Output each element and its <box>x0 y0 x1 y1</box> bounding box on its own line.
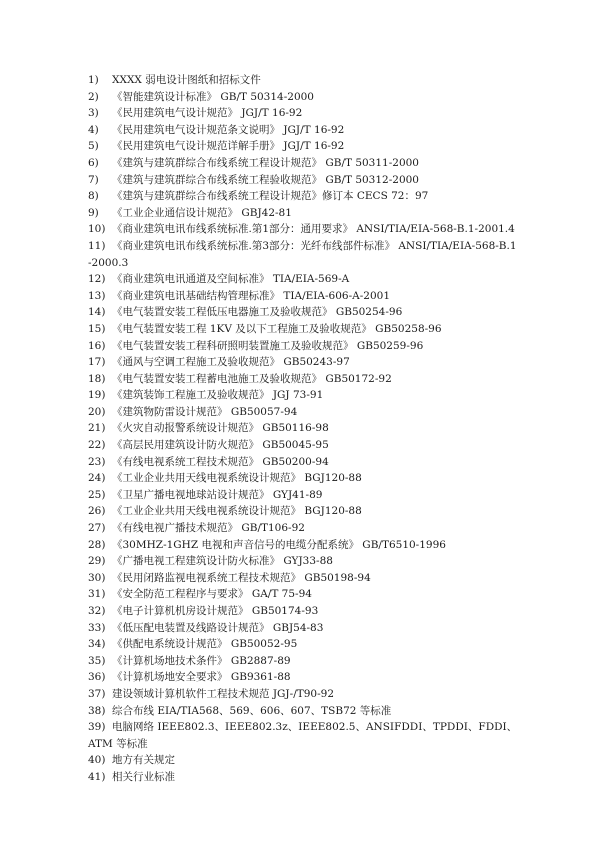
list-item <box>88 769 518 786</box>
list-item <box>88 470 518 487</box>
item-text: 《有线电视广播技术规范》 GB/T106-92 <box>112 522 305 535</box>
item-text: 《电气装置安装工程科研照明装置施工及验收规范》 GB50259-96 <box>112 339 424 352</box>
list-item <box>88 454 518 471</box>
list-item <box>88 520 518 537</box>
item-number: 30) <box>88 571 106 584</box>
item-text: 《民用闭路监视电视系统工程技术规范》 GB50198-94 <box>112 571 371 584</box>
list-item <box>88 537 518 554</box>
item-text: 地方有关规定 <box>112 754 175 767</box>
list-item <box>88 371 518 388</box>
item-number: 41) <box>88 770 106 783</box>
item-number: 14) <box>88 306 106 319</box>
list-item <box>88 570 518 587</box>
item-text: 《通风与空调工程施工及验收规范》 GB50243-97 <box>112 356 350 369</box>
item-text: 《民用建筑电气设计规范》 JGJ/T 16-92 <box>112 107 303 120</box>
item-text: 《供配电系统设计规范》 GB50052-95 <box>112 638 298 651</box>
list-item <box>88 72 518 89</box>
item-text: XXXX 弱电设计图纸和招标文件 <box>112 74 261 86</box>
item-text: 《建筑装饰工程施工及验收规范》 JGJ 73-91 <box>112 389 324 402</box>
item-number: 2) <box>88 90 99 103</box>
item-number: 3) <box>88 107 99 120</box>
list-item <box>88 387 518 404</box>
list-item <box>88 404 518 421</box>
item-text: 综合布线 EIA/TIA568、569、606、607、TSB72 等标准 <box>112 704 392 717</box>
item-text: 《低压配电装置及线路设计规范》 GBJ54-83 <box>112 621 324 634</box>
item-text: 《电气装置安装工程 1KV 及以下工程施工及验收规范》 GB50258-96 <box>112 322 442 335</box>
list-item <box>88 354 518 371</box>
list-item <box>88 620 518 637</box>
list-item <box>88 288 518 305</box>
item-number: 40) <box>88 754 106 767</box>
item-text: 建设领域计算机软件工程技术规范 JGJ-/T90-92 <box>112 687 335 700</box>
list-item <box>88 719 518 752</box>
list-item <box>88 603 518 620</box>
list-item <box>88 304 518 321</box>
item-text: 《计算机场地安全要求》 GB9361-88 <box>112 671 291 684</box>
item-number: 8) <box>88 190 99 203</box>
item-text: 《商业建筑电讯基础结构管理标准》 TIA/EIA-606-A-2001 <box>112 289 390 302</box>
item-text: 《商业建筑电讯通道及空间标准》 TIA/EIA-569-A <box>112 273 350 286</box>
item-number: 34) <box>88 638 106 651</box>
list-item <box>88 686 518 703</box>
list-item <box>88 221 518 238</box>
item-text: 《工业企业共用天线电视系统设计规范》 BGJ120-88 <box>112 472 362 485</box>
list-item <box>88 89 518 106</box>
item-text: 《商业建筑电讯布线系统标准.第1部分：通用要求》 ANSI/TIA/EIA-568-B.1-2001.4 <box>112 223 515 236</box>
item-text: 《智能建筑设计标准》 GB/T 50314-2000 <box>112 90 314 103</box>
item-number: 10) <box>88 223 106 236</box>
list-item <box>88 122 518 139</box>
list-item <box>88 703 518 720</box>
item-text: 《工业企业通信设计规范》 GBJ42-81 <box>112 206 292 219</box>
item-number: 11) <box>88 239 106 252</box>
item-text: 《计算机场地技术条件》 GB2887-89 <box>112 654 291 667</box>
item-number: 9) <box>88 206 99 219</box>
item-text: 《商业建筑电讯布线系统标准.第3部分：光纤布线部件标准》 ANSI/TIA/EIA-568-B.1-2000.3 <box>88 239 517 269</box>
list-item <box>88 238 518 271</box>
item-number: 38) <box>88 704 106 717</box>
item-number: 25) <box>88 488 106 501</box>
item-number: 37) <box>88 687 106 700</box>
item-number: 32) <box>88 605 106 617</box>
list-item <box>88 636 518 653</box>
item-number: 20) <box>88 405 106 418</box>
item-number: 24) <box>88 472 106 485</box>
list-item <box>88 420 518 437</box>
item-text: 《民用建筑电气设计规范条文说明》 JGJ/T 16-92 <box>112 123 345 136</box>
item-number: 26) <box>88 505 106 518</box>
item-number: 33) <box>88 621 106 634</box>
list-item <box>88 105 518 122</box>
standards-list <box>88 72 518 786</box>
item-text: 《30MHZ-1GHZ 电视和声音信号的电缆分配系统》 GB/T6510-1996 <box>112 538 446 551</box>
item-number: 4) <box>88 123 99 136</box>
list-item <box>88 338 518 355</box>
item-text: 《电气装置安装工程蓄电池施工及验收规范》 GB50172-92 <box>112 372 392 385</box>
list-item <box>88 586 518 603</box>
list-item <box>88 752 518 769</box>
item-number: 35) <box>88 654 106 667</box>
item-number: 23) <box>88 455 106 468</box>
list-item <box>88 437 518 454</box>
list-item <box>88 553 518 570</box>
item-text: 《卫星广播电视地球站设计规范》 GYJ41-89 <box>112 488 323 501</box>
item-number: 29) <box>88 555 106 568</box>
item-number: 21) <box>88 422 106 435</box>
list-item <box>88 653 518 670</box>
item-text: 《有线电视系统工程技术规范》 GB50200-94 <box>112 455 329 468</box>
item-number: 27) <box>88 522 106 535</box>
item-number: 16) <box>88 339 106 352</box>
list-item <box>88 205 518 222</box>
item-number: 15) <box>88 322 106 335</box>
item-text: 《安全防范工程程序与要求》 GA/T 75-94 <box>112 588 312 601</box>
item-text: 《建筑与建筑群综合布线系统工程设计规范》修订本 CECS 72：97 <box>112 190 429 203</box>
item-number: 12) <box>88 273 106 286</box>
item-number: 1) <box>88 74 99 86</box>
item-text: 《电子计算机机房设计规范》 GB50174-93 <box>112 605 319 617</box>
item-number: 28) <box>88 538 106 551</box>
item-text: 相关行业标准 <box>112 770 175 783</box>
item-number: 7) <box>88 173 99 186</box>
item-number: 39) <box>88 721 106 734</box>
item-text: 《民用建筑电气设计规范详解手册》 JGJ/T 16-92 <box>112 140 345 153</box>
list-item <box>88 155 518 172</box>
item-number: 5) <box>88 140 99 153</box>
item-text: 《广播电视工程建筑设计防火标准》 GYJ33-88 <box>112 555 333 568</box>
item-number: 19) <box>88 389 106 402</box>
item-text: 《火灾自动报警系统设计规范》 GB50116-98 <box>112 422 329 435</box>
item-text: 《电气装置安装工程低压电器施工及验收规范》 GB50254-96 <box>112 306 403 319</box>
item-number: 17) <box>88 356 106 369</box>
list-item <box>88 271 518 288</box>
item-number: 22) <box>88 439 106 452</box>
item-number: 6) <box>88 156 99 169</box>
item-number: 13) <box>88 289 106 302</box>
item-text: 《建筑与建筑群综合布线系统工程验收规范》 GB/T 50312-2000 <box>112 173 419 186</box>
item-number: 31) <box>88 588 106 601</box>
list-item <box>88 669 518 686</box>
list-item <box>88 503 518 520</box>
item-number: 36) <box>88 671 106 684</box>
item-text: 《工业企业共用天线电视系统设计规范》 BGJ120-88 <box>112 505 362 518</box>
list-item <box>88 188 518 205</box>
list-item <box>88 172 518 189</box>
item-text: 《高层民用建筑设计防火规范》 GB50045-95 <box>112 439 329 452</box>
list-item <box>88 487 518 504</box>
list-item <box>88 138 518 155</box>
item-text: 《建筑物防雷设计规范》 GB50057-94 <box>112 405 298 418</box>
item-text: 《建筑与建筑群综合布线系统工程设计规范》 GB/T 50311-2000 <box>112 156 419 169</box>
item-text: 电脑网络 IEEE802.3、IEEE802.3z、IEEE802.5、ANSIFDDI、TPDDI、FDDI、ATM 等标准 <box>88 721 518 750</box>
item-number: 18) <box>88 372 106 385</box>
list-item <box>88 321 518 338</box>
